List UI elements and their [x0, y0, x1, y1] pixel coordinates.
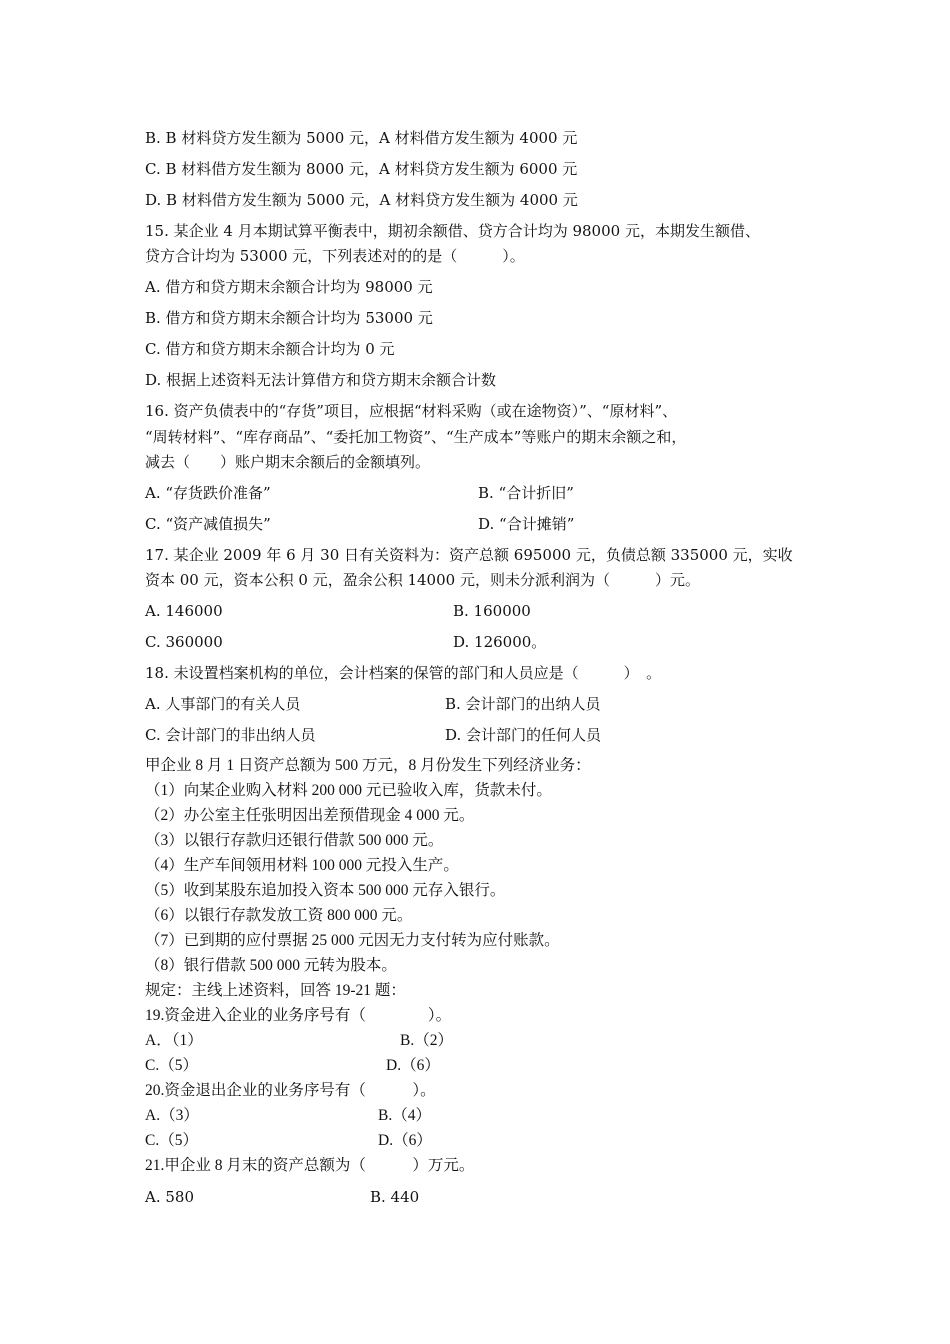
case-item-2: （2）办公室主任张明因出差预借现金 4 000 元。 [145, 807, 475, 824]
case-item-7: （7）已到期的应付票据 25 000 元因无力支付转为应付账款。 [145, 932, 560, 949]
case-item-8: （8）银行借款 500 000 元转为股本。 [145, 957, 397, 974]
q20-option-c: C.（5） [145, 1132, 198, 1149]
q19-option-c: C.（5） [145, 1057, 198, 1074]
q15-option-a: A. 借方和贷方期末余额合计均为 98000 元 [145, 278, 433, 296]
case-item-1: （1）向某企业购入材料 200 000 元已验收入库，货款未付。 [145, 782, 552, 799]
q20-stem: 20.资金退出企业的业务序号有（ ）。 [145, 1082, 436, 1099]
q17-option-d: D. 126000。 [453, 633, 547, 651]
case-item-5: （5）收到某股东追加投入资本 500 000 元存入银行。 [145, 882, 506, 899]
q19-option-d: D.（6） [386, 1057, 440, 1074]
q17-stem-line2: 资本 00 元，资本公积 0 元，盈余公积 14000 元，则未分派利润为（ ）元。 [145, 571, 700, 589]
q16-option-c: C. “资产减值损失” [145, 515, 271, 533]
q21-option-a: A. 580 [145, 1188, 194, 1206]
q17-option-a: A. 146000 [145, 602, 223, 620]
case-item-4: （4）生产车间领用材料 100 000 元投入生产。 [145, 857, 459, 874]
q18-option-c: C. 会计部门的非出纳人员 [145, 726, 316, 744]
q14-option-c: C. B 材料借方发生额为 8000 元，A 材料贷方发生额为 6000 元 [145, 160, 578, 178]
q17-option-c: C. 360000 [145, 633, 223, 651]
q17-option-b: B. 160000 [453, 602, 531, 620]
q16-stem-line2: “周转材料”、“库存商品”、“委托加工物资”、“生产成本”等账户的期末余额之和， [145, 428, 687, 446]
q15-option-b: B. 借方和贷方期末余额合计均为 53000 元 [145, 309, 433, 327]
q15-option-c: C. 借方和贷方期末余额合计均为 0 元 [145, 340, 395, 358]
q20-option-d: D.（6） [378, 1132, 432, 1149]
q18-option-d: D. 会计部门的任何人员 [445, 726, 602, 744]
q16-stem-line3: 减去（ ）账户期末余额后的金额填列。 [145, 453, 431, 471]
q18-option-a: A. 人事部门的有关人员 [145, 695, 301, 713]
case-intro: 甲企业 8 月 1 日资产总额为 500 万元，8 月份发生下列经济业务： [145, 757, 591, 774]
q15-option-d: D. 根据上述资料无法计算借方和贷方期末余额合计数 [145, 371, 497, 389]
q14-option-b: B. B 材料贷方发生额为 5000 元，A 材料借方发生额为 4000 元 [145, 129, 578, 147]
q19-stem: 19.资金进入企业的业务序号有（ ）。 [145, 1007, 452, 1024]
case-item-3: （3）以银行存款归还银行借款 500 000 元。 [145, 832, 444, 849]
q18-stem: 18. 未设置档案机构的单位，会计档案的保管的部门和人员应是（ ） 。 [145, 664, 662, 682]
q17-stem-line1: 17. 某企业 2009 年 6 月 30 日有关资料为：资产总额 695000 元，负债总额 335000 元，实收 [145, 546, 793, 564]
q16-option-a: A. “存货跌价准备” [145, 484, 271, 502]
q20-option-a: A.（3） [145, 1107, 199, 1124]
q21-stem: 21.甲企业 8 月末的资产总额为（ ）万元。 [145, 1157, 475, 1174]
q20-option-b: B.（4） [378, 1107, 431, 1124]
case-item-6: （6）以银行存款发放工资 800 000 元。 [145, 907, 413, 924]
q16-stem-line1: 16. 资产负债表中的“存货”项目，应根据“材料采购（或在途物资）”、“原材料”、 [145, 402, 678, 420]
case-instruction: 规定：主线上述资料，回答 19-21 题： [145, 982, 406, 999]
q18-option-b: B. 会计部门的出纳人员 [445, 695, 601, 713]
q15-stem-line1: 15. 某企业 4 月本期试算平衡表中，期初余额借、贷方合计均为 98000 元，本期发生额借、 [145, 222, 760, 240]
q19-option-a: A．（1） [145, 1032, 203, 1049]
q14-option-d: D. B 材料借方发生额为 5000 元，A 材料贷方发生额为 4000 元 [145, 191, 578, 209]
q16-option-b: B. “合计折旧” [478, 484, 574, 502]
q16-option-d: D. “合计摊销” [478, 515, 575, 533]
q21-option-b: B. 440 [370, 1188, 420, 1206]
q15-stem-line2: 贷方合计均为 53000 元，下列表述对的的是（ ）。 [145, 247, 525, 265]
q19-option-b: B.（2） [400, 1032, 453, 1049]
